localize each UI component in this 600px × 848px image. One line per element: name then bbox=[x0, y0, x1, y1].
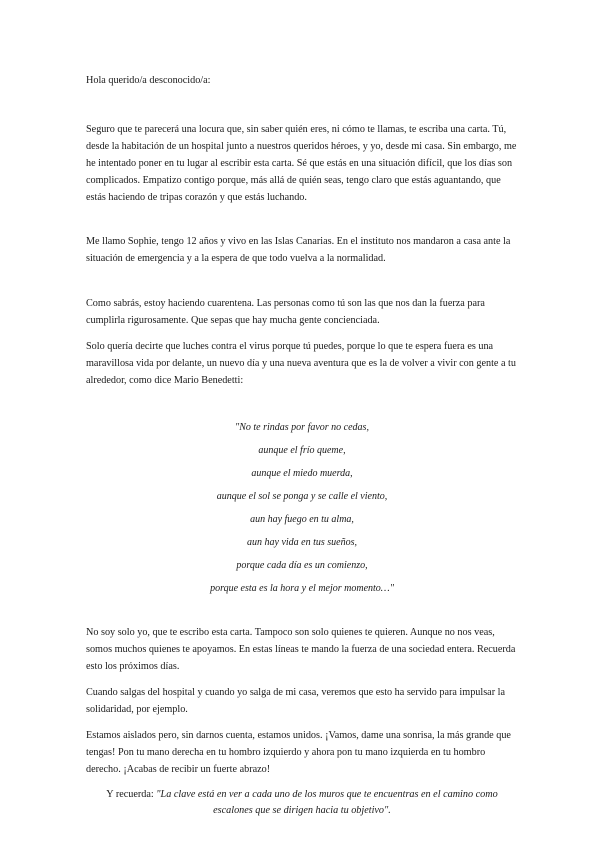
poem-line: aun hay fuego en tu alma, bbox=[250, 514, 354, 525]
paragraph-quarantine: Como sabrás, estoy haciendo cuarentena. Las personas como tú son las que nos dan la fuerza para cumplirla rigurosamente. Que sepas que hay mucha gente concienciada. bbox=[86, 298, 485, 326]
greeting: Hola querido/a desconocido/a: bbox=[86, 75, 211, 86]
poem-line: aunque el miedo muerda, bbox=[251, 468, 353, 479]
paragraph-about-me: Me llamo Sophie, tengo 12 años y vivo en las Islas Canarias. En el instituto nos mandaron a casa ante la situación de emergencia y a la espera de que todo vuelva a la normalidad. bbox=[86, 236, 511, 264]
poem-line: porque cada día es un comienzo, bbox=[236, 560, 368, 571]
poem-line: aun hay vida en tus sueños, bbox=[247, 537, 357, 548]
poem-line: porque esta es la hora y el mejor momento…" bbox=[210, 583, 394, 594]
paragraph-intro: Seguro que te parecerá una locura que, sin saber quién eres, ni cómo te llamas, te escriba una carta. Tú, desde la habitación de un hospital junto a nuestros queridos héroes, y yo, desde mi casa. Sin embargo, me he intentado poner en tu lugar al escribir esta carta. Sé que estás en una situación difícil, que los días son complicados. Empatizo contigo porque, más allá de quién seas, tengo claro que estás aguantando, que estás haciendo de tripas corazón y que estás luchando. bbox=[86, 124, 517, 203]
closing bbox=[86, 787, 518, 819]
paragraph-support: No soy solo yo, que te escribo esta carta. Tampoco son solo quienes te quieren. Aunque no nos veas, somos muchos quienes te apoyamos. En estas líneas te mando la fuerza de una sociedad entera. Recuerda esto los próximos días. bbox=[86, 627, 516, 672]
paragraph-encouragement: Solo quería decirte que luches contra el virus porque tú puedes, porque lo que te espera fuera es una maravillosa vida por delante, un nuevo día y una nueva aventura que es la de volver a vivir con gente a tu alrededor, como dice Mario Benedetti: bbox=[86, 341, 516, 386]
closing-intro: Y recuerda: bbox=[106, 789, 157, 800]
poem bbox=[86, 416, 518, 600]
closing-quote: "La clave está en ver a cada uno de los muros que te encuentras en el camino como escalones que se dirigen hacia tu objetivo". bbox=[156, 789, 498, 816]
paragraph-solidarity: Cuando salgas del hospital y cuando yo salga de mi casa, veremos que esto ha servido para impulsar la solidaridad, por ejemplo. bbox=[86, 687, 505, 715]
paragraph-hug: Estamos aislados pero, sin darnos cuenta, estamos unidos. ¡Vamos, dame una sonrisa, la más grande que tengas! Pon tu mano derecha en tu hombro izquierdo y ahora pon tu mano izquierda en tu hombro derecho. ¡Acabas de recibir un fuerte abrazo! bbox=[86, 730, 511, 775]
poem-line: aunque el sol se ponga y se calle el viento, bbox=[216, 491, 388, 502]
poem-line: aunque el frío queme, bbox=[258, 445, 346, 456]
letter-page bbox=[86, 72, 518, 819]
poem-line: "No te rindas por favor no cedas, bbox=[235, 422, 369, 433]
